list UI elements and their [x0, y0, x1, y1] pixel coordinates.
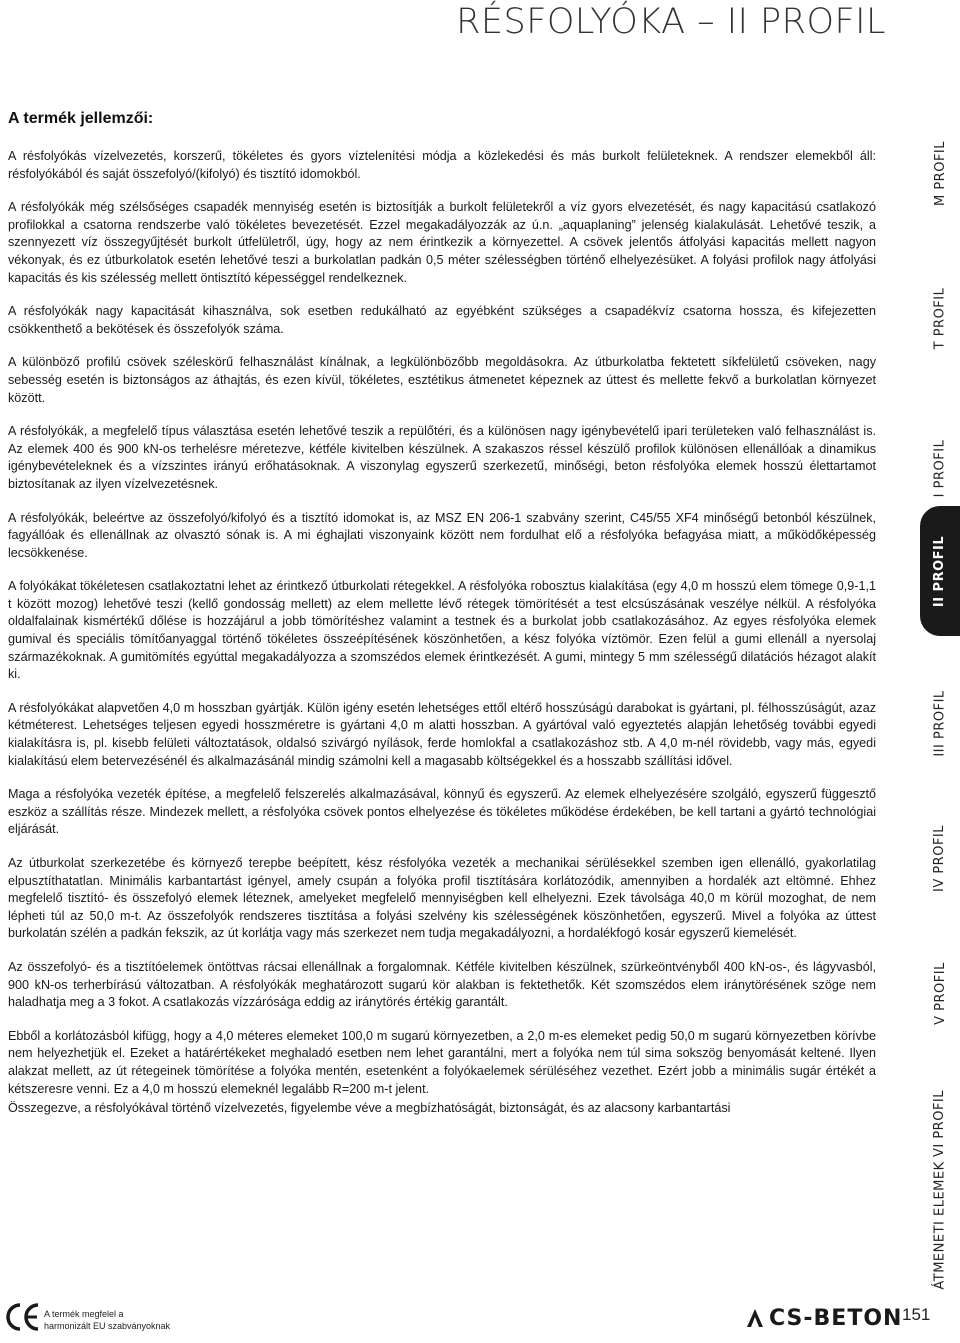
paragraph: A résfolyókák nagy kapacitását kihasználva, sok esetben redukálható az egyébként szükséges a csapadékvíz csatorna hossza, és kifejezetten csökkenthető a bekötések és összefolyók száma. — [8, 304, 876, 336]
paragraph: Az összefolyó- és a tisztítóelemek öntöttvas rácsai ellenállnak a forgalomnak. Kétféle kivitelben készülnek, szürkeöntvényből 400 kN-os-, és lágyvasból, 900 kN-os terherbírású változatban. A résfolyókák meghatározott sugarú kör alakban is fektethetők. Két szomszédos elem iránytörésének szöge nem haladhatja meg a 3 fokot. A csatlakozás vízzárósága eddig az iránytörés értékig garantált. — [8, 959, 876, 1010]
tab-label: T PROFIL — [932, 287, 948, 349]
profile-sidebar — [920, 118, 960, 1288]
tab-t-profil[interactable] — [920, 258, 960, 378]
tab-iv-profil[interactable] — [920, 798, 960, 918]
footer-note-line: harmonizált EU szabványoknak — [44, 1321, 171, 1331]
paragraph: Összegezve, a résfolyókával történő vízelvezetés, figyelembe véve a megbízhatóságát, biztonságát, és az alacsony karbantartási — [8, 1101, 731, 1116]
paragraph: A résfolyókás vízelvezetés, korszerű, tökéletes és gyors víztelenítési módja a közlekedési és más burkolt felületeknek. A rendszer elemekből áll: résfolyókából és saját összefolyó/(kifolyó) és tisztító idomokból. — [8, 149, 876, 181]
paragraph: A résfolyókák, a megfelelő típus választása esetén lehetővé teszik a repülőtéri, és a különösen nagy igénybevételű ipari területeken való felhasználást is. Az elemek 400 és 900 kN-os terhelésre méretezve, kétféle kivitelben készülnek. A szakaszos réssel készülő profilok különösen ellenállóak a dinamikus igénybevételeknek és a vízszintes irányú erőhatásoknak. A viszonylag egyszerű szerkezetű, minőségi, beton résfolyóka elemek hosszú élettartamot biztosítanak az ilyen vízelvezetésnek. — [8, 424, 876, 491]
brand-name: CS-BETON — [769, 1306, 903, 1331]
paragraph: A résfolyókákat alapvetően 4,0 m hosszban gyártják. Külön igény esetén lehetséges ettől eltérő hosszúságú darabokat is gyártani, pl. félhosszúságút, azaz kétméterest. Lehetséges teljesen egyedi hosszméretre is gyártani 4,0 m alatti hosszban. A gyártóval való egyeztetés alapján lehetőség további egyedi kialakításra is, pl. kisebb felületi változtatások, oldalsó szivárgó nyílások, ferde homlokfal a csatlakozáshoz stb. A 4,0 m-nél rövidebb, vagy más, egyedi kialakítású elem betervezésénél és alkalmazásánál mindig számolni kell a magasabb költségekkel és a hosszabb szállítási idővel. — [8, 700, 876, 768]
tab-label: III PROFIL — [932, 689, 948, 757]
tab-v-profil[interactable] — [920, 933, 960, 1053]
main-content — [8, 110, 876, 1134]
tab-label: VI PROFIL — [932, 1089, 948, 1157]
tab-label: M PROFIL — [932, 140, 948, 206]
ce-mark-icon — [5, 1302, 41, 1332]
paragraph: Ebből a korlátozásból kifügg, hogy a 4,0 méteres elemeket 100,0 m sugarú környezetben, a 2,0 m-es elemeket pedig 50,0 m sugarú környezetben körívbe nem helyezhetjük el. Ezeket a határértékeket meghaladó esetben nem lehet garantálni, mert a folyóka nem túl sima sokszög benyomását keltené. Ilyen alakzat mellett, az út rétegeinek tömörítése a folyóka mentén, esetenként a folyókaelemek sérüléséhez vezethet. Ezért jobb a minimális sugár értékét a kétszeresre venni. Ez a 4,0 m hosszú elemeknél legalább R=200 m-t jelent. — [8, 1028, 876, 1096]
paragraph: A különböző profilú csövek széleskörű felhasználást kínálnak, a legkülönbözőbb megoldásokra. Az útburkolatba fektetett síkfelületű csöveken, nagy sebesség esetén is biztonságos az áthajtás, és ezen kívül, tökéletes, esztétikus átmenetet képeznek az úttest és mellette fekvő a burkolatlan környezet között. — [8, 355, 876, 405]
page-number: 151 — [902, 1305, 931, 1324]
tab-label: I PROFIL — [932, 439, 948, 497]
tab-label: II PROFIL — [932, 535, 948, 607]
tab-label: V PROFIL — [932, 961, 948, 1025]
tab-m-profil[interactable] — [920, 118, 960, 228]
paragraph: A résfolyókák még szélsőséges csapadék mennyiség esetén is biztosítják a burkolt felületekről a víz gyors elvezetését, és nagy kapacitású csatlakozó profilokkal a csatorna rendszerbe való tökéletes bevezetését. Ezzel megakadályozzák az ú.n. „aquaplaning” jelenség kialakulását. Lehetővé teszik, a szennyezett víz összegyűjtését burkolt útfelületről, úgy, hogy az nem érintkezik a környezettel. A csövek jelentős átfolyási kapacitás mellett nagyon vékonyak, és ez útburkolatok esetén lehetővé teszi a burkolatlan padkán 0,5 méter szélességben történő elhelyezésüket. A folyási profilok nagy átfolyási kapacitás és kis szélesség mellett öntisztító képességgel rendelkeznek. — [8, 200, 876, 285]
tab-iii-profil[interactable] — [920, 663, 960, 783]
paragraph: A résfolyókák, beleértve az összefolyó/kifolyó és a tisztító idomokat is, az MSZ EN 206-1 szabvány szerint, C45/55 XF4 minőségű betonból készülnek, fagyállóak és ellenállnak az olvasztó sónak is. A mi éghajlati viszonyaink között nem fordulhat elő a résfolyóka befagyása miatt, a működőképesség lecsökkenése. — [8, 510, 876, 560]
section-heading: A termék jellemzői: — [8, 110, 154, 127]
paragraph: Maga a résfolyóka vezeték építése, a megfelelő felszerelés alkalmazásával, könnyű és egyszerű. Az elemek elhelyezésére szolgáló, egyszerű függesztő eszköz a szállítás része. Mindezek mellett, a résfolyóka csövek pontos elhelyezése és tökéletes működése érdekében, be kell tartani a gyártó technológiai eljárását. — [8, 787, 876, 837]
paragraph: Az útburkolat szerkezetébe és környező terepbe beépített, kész résfolyóka vezeték a mechanikai sérülésekkel szemben igen ellenálló, gyakorlatilag elpusztíthatatlan. Minimális karbantartást igényel, amely csupán a folyóka profil tisztítására korlátozódik, amennyiben a hordalék azt eltömné. Ehhez megfelelő tisztító- és összefolyó elemek léteznek, amelyeket megfelelő mennyiségben kell elhelyezni. Ezek távolsága 40,0 m körül mozoghat, de nem lépheti túl az 50,0 m-t. Az összefolyók rendszeres tisztítása a folyási szelvény kis szélességének köszönhetően, egyszerű. Mivel a folyóka az úttest burkolatán szélén a padkán fekszik, az út korlátja vagy más szerkezet nem tudja megakadályozni, a hordalékfogó kosár egyszerű kiemelését. — [8, 856, 876, 941]
paragraph: A folyókákat tökéletesen csatlakoztatni lehet az érintkező útburkolati rétegekkel. A résfolyóka robosztus kialakítása (egy 4,0 m hosszú elem tömege 0,9-1,1 t között mozog) lehetővé teszi (kellő gondosság mellett) az elem mellette lévő rétegek tömörítését a test elcsúszásának veszélye nélkül. A résfolyóka oldalfalainak kismértékű dőlése is hozzájárul a jobb tömörítéshez valamint a testnek és a burkolat jobb csatlakozásához. Az egyes résfolyóka elemek gumival és speciális tömítőanyaggal történő tökéletes összeépítésének köszönhetően, a kész folyóka víztömör. Ezen felül a gumi ellenáll a nyersolaj származékoknak. A gumitömítés egyúttal megakadályozza a szomszédos elemek érintkezését. A gumi, mintegy 5 mm szélességű dilatációs hézagot alakít ki. — [8, 579, 876, 682]
tab-atmeneti-elemek[interactable] — [920, 1163, 960, 1288]
tab-ii-profil[interactable] — [920, 506, 960, 636]
brand-logo — [745, 1306, 902, 1331]
tab-label: ÁTMENETI ELEMEK — [932, 1161, 948, 1290]
footer-note — [44, 1308, 184, 1332]
footer-note-line: A termék megfelel a — [44, 1309, 124, 1319]
cs-beton-logo-icon — [745, 1307, 765, 1331]
tab-label: IV PROFIL — [932, 824, 948, 892]
page-title: RÉSFOLYÓKA – II PROFIL — [456, 2, 886, 42]
